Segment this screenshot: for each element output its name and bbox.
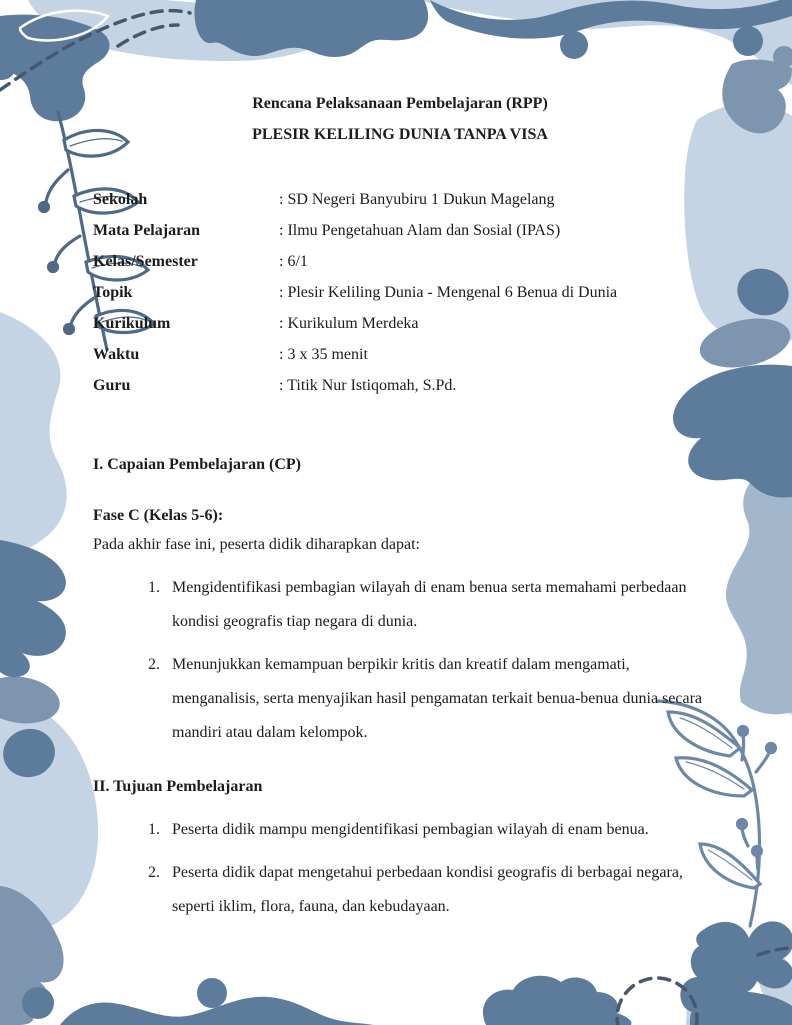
meta-row-waktu — [93, 344, 707, 366]
meta-value: : Plesir Keliling Dunia - Mengenal 6 Benua di Dunia — [279, 284, 618, 301]
document-title-block — [93, 88, 707, 150]
meta-value: : Titik Nur Istiqomah, S.Pd. — [279, 377, 457, 394]
meta-row-mata-pelajaran — [93, 220, 707, 242]
meta-label: Mata Pelajaran — [93, 222, 201, 239]
meta-value: : Kurikulum Merdeka — [279, 315, 419, 332]
meta-label: Kurikulum — [93, 315, 171, 332]
section-cp-subheading: Fase C (Kelas 5-6): — [93, 507, 224, 524]
meta-row-guru — [93, 375, 707, 397]
meta-value: : Ilmu Pengetahuan Alam dan Sosial (IPAS) — [279, 222, 561, 239]
meta-row-topik — [93, 282, 707, 304]
dot-top-right-dark — [733, 26, 763, 56]
meta-label: Guru — [93, 377, 131, 394]
blob-left-wavy-light — [0, 312, 67, 560]
list-item: Peserta didik mampu mengidentifikasi pembagian wilayah di enam benua. — [172, 821, 649, 838]
section-tujuan-heading: II. Tujuan Pembelajaran — [93, 778, 263, 795]
dot-bottom-left-dark-1 — [22, 987, 54, 1019]
dot-bottom-left-dark-2 — [197, 978, 227, 1008]
section-cp-list — [93, 571, 707, 750]
meta-value: : 3 x 35 menit — [279, 346, 368, 363]
document-title-line1: Rencana Pelaksanaan Pembelajaran (RPP) — [252, 95, 548, 112]
list-item: Mengidentifikasi pembagian wilayah di enam benua serta memahami perbedaan kondisi geografis tiap negara di dunia. — [172, 579, 687, 630]
meta-label: Sekolah — [93, 191, 148, 208]
meta-label: Waktu — [93, 346, 140, 363]
meta-label: Topik — [93, 284, 133, 301]
meta-value: : 6/1 — [279, 253, 308, 270]
document-body — [93, 0, 707, 933]
meta-row-kurikulum — [93, 313, 707, 335]
document-title-line2: PLESIR KELILING DUNIA TANPA VISA — [252, 126, 548, 143]
section-cp-intro: Pada akhir fase ini, peserta didik diharapkan dapat: — [93, 536, 420, 553]
meta-row-sekolah — [93, 189, 707, 211]
list-item: Menunjukkan kemampuan berpikir kritis dan kreatif dalam mengamati, menganalisis, serta menyajikan hasil pengamatan terkait benua-benua dunia secara mandiri atau dalam kelompok. — [172, 656, 703, 741]
cloud-bottom-dark — [483, 976, 632, 1025]
blob-left-wavy-dark — [0, 540, 66, 677]
list-item: Peserta didik dapat mengetahui perbedaan kondisi geografis di berbagai negara, seperti iklim, flora, fauna, dan kebudayaan. — [172, 864, 683, 915]
meta-label: Kelas/Semester — [93, 253, 198, 270]
section-tujuan-list — [93, 813, 707, 924]
section-cp-heading: I. Capaian Pembelajaran (CP) — [93, 456, 301, 473]
meta-value: : SD Negeri Banyubiru 1 Dukun Magelang — [279, 191, 555, 208]
metadata-table — [93, 189, 707, 397]
meta-row-kelas-semester — [93, 251, 707, 273]
